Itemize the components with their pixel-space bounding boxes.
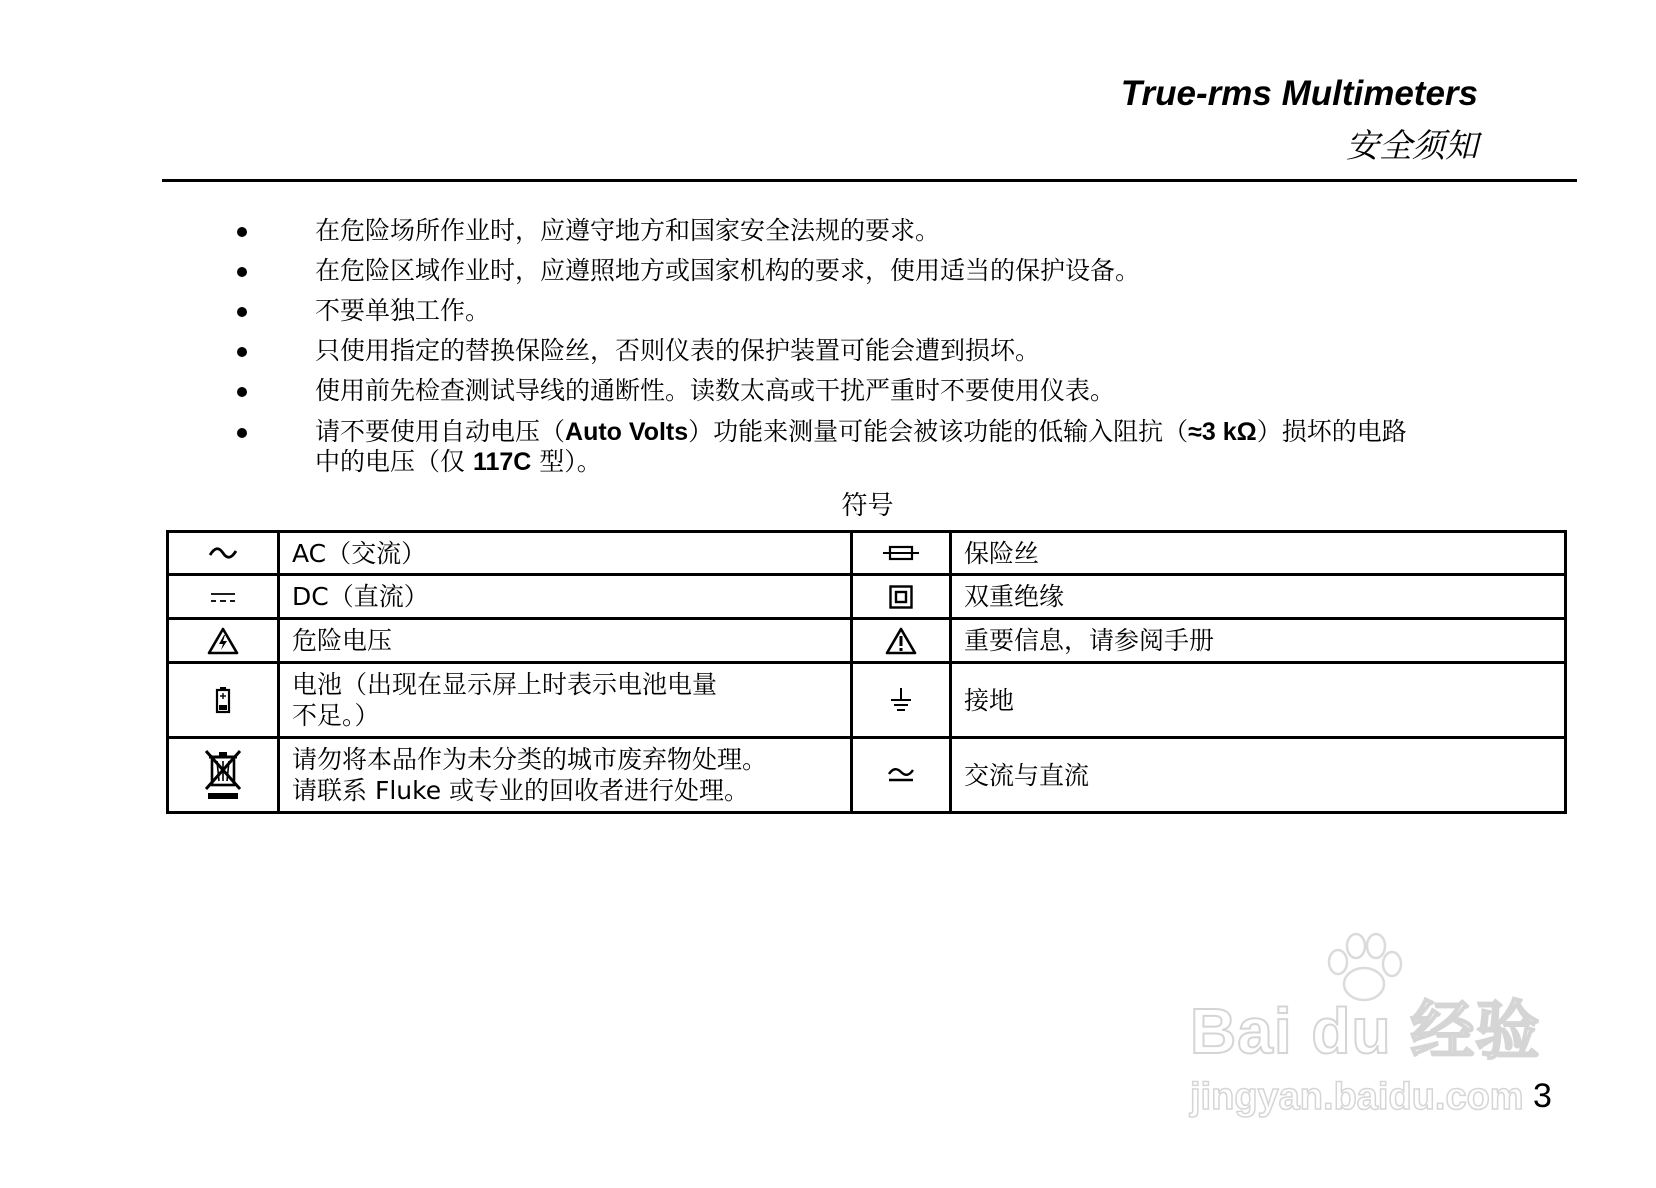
page-number: 3 bbox=[1533, 1077, 1552, 1115]
table-row bbox=[168, 532, 1566, 575]
symbols-caption: 符号 bbox=[841, 491, 894, 521]
bullet-dot bbox=[237, 428, 247, 438]
bullet-item bbox=[237, 216, 1567, 248]
bullet-text bbox=[315, 296, 1570, 326]
bullet-dot bbox=[237, 387, 247, 397]
symbol-description bbox=[951, 738, 1566, 813]
description-line: 请勿将本品作为未分类的城市废弃物处理。 bbox=[292, 745, 768, 774]
symbol-cell bbox=[852, 575, 951, 619]
bullet-text-segment: 117C bbox=[472, 448, 532, 476]
table-row bbox=[168, 619, 1566, 663]
dc-icon bbox=[169, 590, 277, 604]
symbol-description bbox=[279, 663, 852, 738]
symbol-cell bbox=[852, 663, 951, 738]
bullet-text-segment: 在危险场所作业时，应遵守地方和国家安全法规的要求。 bbox=[315, 216, 941, 245]
symbol-cell bbox=[168, 619, 279, 663]
ground-icon bbox=[853, 687, 949, 713]
bullet-text bbox=[315, 417, 1570, 477]
symbol-cell bbox=[168, 738, 279, 813]
header-rule bbox=[162, 179, 1577, 182]
header-subtitle: 安全须知 bbox=[1346, 126, 1478, 165]
symbol-description bbox=[279, 619, 852, 663]
ac-tilde-icon bbox=[169, 546, 277, 560]
hazardous-voltage-icon bbox=[169, 627, 277, 655]
description-line: 保险丝 bbox=[964, 538, 1040, 568]
symbol-cell bbox=[852, 619, 951, 663]
watermark-brand: Bai du 经验 bbox=[1190, 995, 1541, 1067]
description-line: 重要信息，请参阅手册 bbox=[964, 626, 1215, 655]
symbol-cell bbox=[852, 532, 951, 575]
symbol-description bbox=[951, 663, 1566, 738]
bullet-item bbox=[237, 296, 1567, 328]
bullet-text-segment: 型）。 bbox=[531, 447, 602, 476]
bullet-text bbox=[315, 256, 1570, 286]
bullet-dot bbox=[237, 227, 247, 237]
bullet-text-segment: ）功能来测量可能会被该功能的低输入阻抗（ bbox=[688, 417, 1189, 446]
fuse-icon bbox=[853, 545, 949, 561]
weee-crossed-bin-icon bbox=[169, 749, 277, 801]
symbol-description bbox=[951, 619, 1566, 663]
bullet-text-segment: 使用前先检查测试导线的通断性。读数太高或干扰严重时不要使用仪表。 bbox=[315, 376, 1116, 405]
bullet-text-segment: Auto Volts bbox=[565, 418, 689, 446]
symbol-description bbox=[279, 738, 852, 813]
double-insulation-icon bbox=[853, 585, 949, 609]
description-line: 请联系 Fluke 或专业的回收者进行处理。 bbox=[292, 776, 750, 805]
header-title: True-rms Multimeters bbox=[1120, 74, 1478, 113]
bullet-dot bbox=[237, 267, 247, 277]
symbol-cell bbox=[852, 738, 951, 813]
bullet-text bbox=[315, 336, 1570, 366]
bullet-item bbox=[237, 256, 1567, 288]
description-line: 不足。） bbox=[292, 701, 380, 730]
description-line: 双重绝缘 bbox=[964, 582, 1065, 611]
bullet-text-segment: 请不要使用自动电压（ bbox=[315, 417, 566, 446]
bullet-item bbox=[237, 417, 1567, 479]
table-row bbox=[168, 575, 1566, 619]
bullet-text-segment: 只使用指定的替换保险丝，否则仪表的保护装置可能会遭到损坏。 bbox=[315, 336, 1041, 365]
symbol-description bbox=[951, 532, 1566, 575]
table-row bbox=[168, 663, 1566, 738]
description-line: 接地 bbox=[964, 685, 1015, 715]
description-line: AC（交流） bbox=[292, 538, 427, 568]
description-line: 危险电压 bbox=[292, 626, 393, 655]
bullet-text-segment: ）损坏的电路 中的电压（仅 bbox=[315, 417, 1407, 476]
bullet-text bbox=[315, 376, 1570, 406]
description-line: DC（直流） bbox=[292, 582, 429, 611]
bullet-text bbox=[315, 216, 1570, 246]
ac-dc-icon bbox=[853, 767, 949, 783]
symbol-cell bbox=[168, 575, 279, 619]
baidu-jingyan-watermark bbox=[1190, 980, 1570, 1130]
bullet-item bbox=[237, 376, 1567, 408]
table-row bbox=[168, 738, 1566, 813]
description-line: 电池（出现在显示屏上时表示电池电量 bbox=[292, 670, 718, 699]
symbol-cell bbox=[168, 532, 279, 575]
bullet-dot bbox=[237, 307, 247, 317]
symbol-description bbox=[279, 575, 852, 619]
bullet-text-segment: 不要单独工作。 bbox=[315, 296, 491, 325]
watermark-url: jingyan.baidu.com bbox=[1190, 1076, 1524, 1118]
bullet-text-segment: ≈3 kΩ bbox=[1188, 418, 1257, 446]
symbol-description bbox=[279, 532, 852, 575]
symbols-table bbox=[166, 530, 1567, 814]
battery-icon bbox=[169, 686, 277, 714]
symbol-description bbox=[951, 575, 1566, 619]
warning-triangle-icon bbox=[853, 627, 949, 655]
symbol-cell bbox=[168, 663, 279, 738]
description-line: 交流与直流 bbox=[964, 760, 1090, 790]
bullet-item bbox=[237, 336, 1567, 368]
bullet-text-segment: 在危险区域作业时，应遵照地方或国家机构的要求，使用适当的保护设备。 bbox=[315, 256, 1141, 285]
bullet-dot bbox=[237, 347, 247, 357]
